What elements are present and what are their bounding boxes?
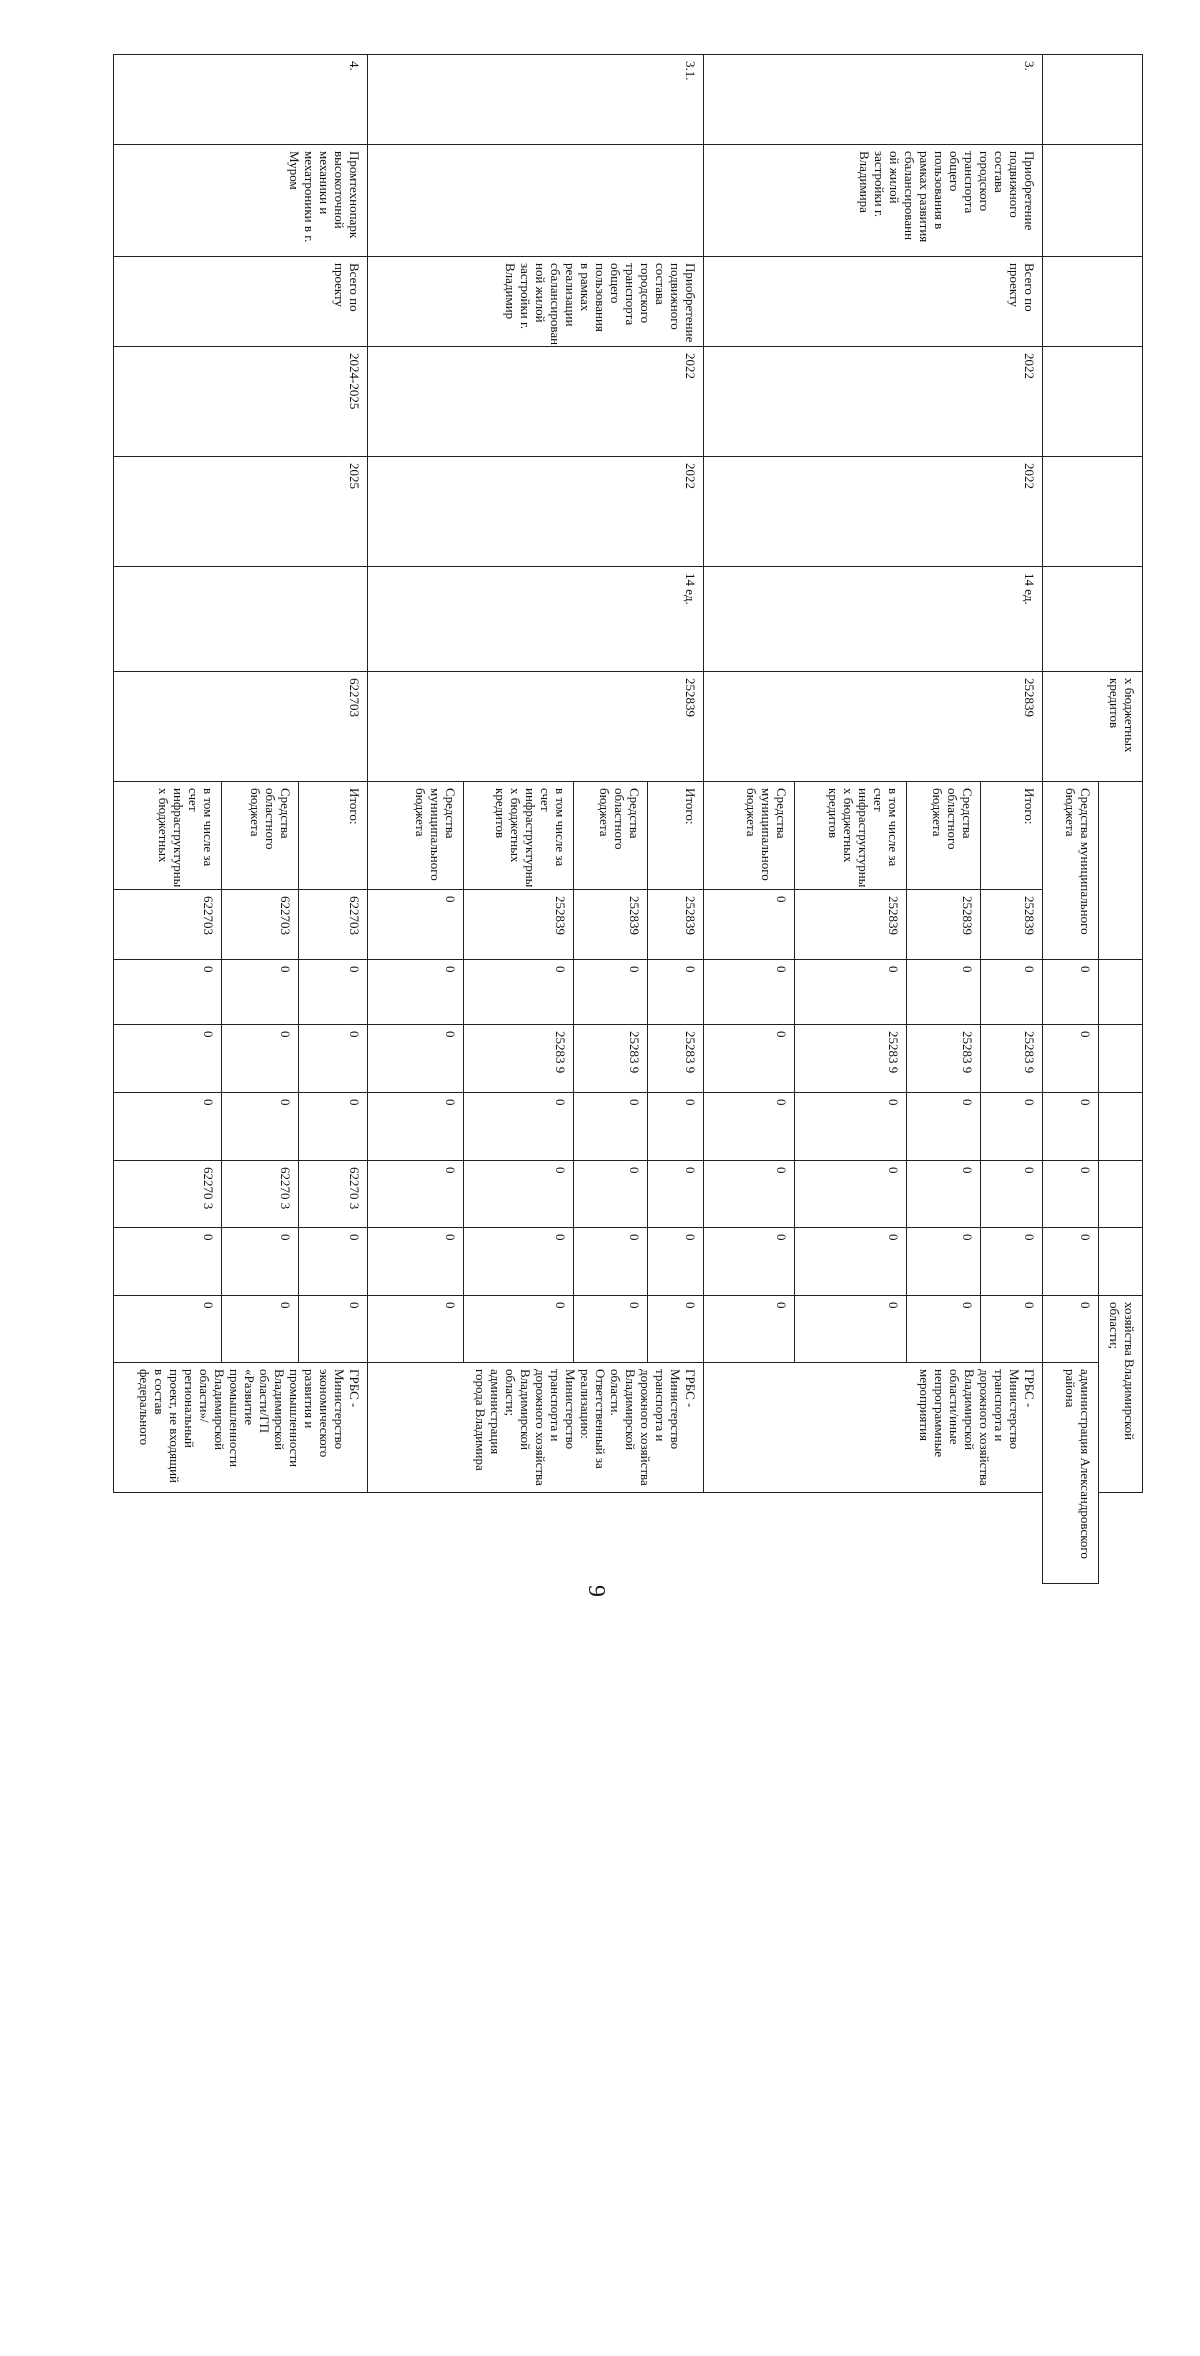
table-cell: 25283 9 [464,1025,574,1093]
table-cell: 252839 [367,672,703,782]
table-cell: 0 [298,960,367,1025]
table-cell: 622703 [222,890,299,960]
table-cell: 25283 9 [573,1025,647,1093]
table-cell: 25283 9 [795,1025,907,1093]
table-cell: 0 [1043,1025,1099,1093]
table-cell: 0 [298,1228,367,1296]
table-cell: 0 [647,1161,703,1228]
table-cell: 0 [1043,960,1099,1025]
table-cell: Всего по проекту [703,257,1042,347]
table-cell: 252839 [980,890,1042,960]
table-cell: 0 [222,1025,299,1093]
table-cell: 0 [114,960,222,1025]
table-body [114,55,1143,1584]
table-cell [1098,782,1142,960]
table-cell [1043,145,1143,257]
table-cell: 622703 [114,890,222,960]
table-cell: 252839 [703,672,1042,782]
table-cell: Итого: [647,782,703,890]
table-cell [1043,55,1143,145]
table-cell: 252839 [647,890,703,960]
table-cell: 0 [795,1296,907,1363]
table-cell: 0 [795,960,907,1025]
table-cell: Промтехнопарк высокоточной механики и мехатроники в г. Муром [114,145,368,257]
table-cell: 0 [647,1228,703,1296]
table-cell: 0 [114,1025,222,1093]
table-cell: Всего по проекту [114,257,368,347]
table-cell: 0 [464,1228,574,1296]
table-cell: 0 [980,1228,1042,1296]
table-row [980,55,1042,1584]
table-cell: 14 ед. [367,567,703,672]
table-cell: 0 [114,1093,222,1161]
table-cell: 0 [222,1228,299,1296]
table-cell: 0 [647,1296,703,1363]
table-cell: 0 [906,960,980,1025]
table-cell [1043,567,1143,672]
table-row [298,55,367,1584]
table-cell: 0 [1043,1093,1099,1161]
table-row [647,55,703,1584]
table-cell: 62270 3 [114,1161,222,1228]
table-cell: 0 [1043,1228,1099,1296]
table-cell: 25283 9 [980,1025,1042,1093]
table-cell: 0 [367,890,464,960]
table-cell: хозяйства Владимирской области; [1098,1296,1142,1493]
table-cell: 0 [795,1093,907,1161]
table-cell [1098,1025,1142,1093]
budget-table [113,54,1143,1584]
table-cell: 252839 [573,890,647,960]
table-row [1098,55,1142,1584]
table-cell: 0 [367,1296,464,1363]
table-cell: 2025 [114,457,368,567]
table-cell: ГРБС - Министерство транспорта и дорожного хозяйства Владимирской области. Ответственный за реализацию: Министерство транспорта и дорожного хозяйства Владимирской области; администрация города Владимира [367,1363,703,1493]
table-cell: 0 [367,960,464,1025]
table-cell: 0 [573,1161,647,1228]
table-cell: 0 [703,1093,794,1161]
table-cell: Приобретение подвижного состава городского транспорта общего пользования в рамках реализации сбалансирован ной жилой застройки г. Владимир [367,257,703,347]
table-cell: 0 [464,1161,574,1228]
table-cell [1043,257,1143,347]
table-cell: 0 [906,1228,980,1296]
table-cell: Средства областного бюджета [222,782,299,890]
table-cell: 252839 [795,890,907,960]
table-cell: 0 [222,1093,299,1161]
table-cell: Средства муниципального бюджета [703,782,794,890]
table-cell: 0 [114,1228,222,1296]
table-cell: 0 [980,1161,1042,1228]
table-cell: 622703 [298,890,367,960]
table-cell: 2022 [367,347,703,457]
table-cell: администрация Александровского района [1043,1363,1099,1584]
table-cell: 0 [573,1228,647,1296]
table-cell: 0 [906,1093,980,1161]
page-number: 9 [583,1585,609,1597]
table-cell [1043,457,1143,567]
table-cell: 0 [367,1161,464,1228]
table-cell: 3. [703,55,1042,145]
table-cell: Итого: [298,782,367,890]
table-cell: 0 [222,1296,299,1363]
table-cell: 0 [906,1296,980,1363]
table-cell: 0 [222,960,299,1025]
table-cell: х бюджетных кредитов [1043,672,1143,782]
table-cell: 0 [1043,1296,1099,1363]
table-cell: 25283 9 [647,1025,703,1093]
table-cell: 0 [464,960,574,1025]
table-cell: 0 [795,1228,907,1296]
table-cell: 4. [114,55,368,145]
table-cell: 25283 9 [906,1025,980,1093]
table-cell: 0 [367,1093,464,1161]
table-cell: 2022 [367,457,703,567]
table-cell [367,145,703,257]
table-cell: в том числе за счет инфраструктурны х бюджетных [114,782,222,890]
table-cell: 14 ед. [703,567,1042,672]
table-cell: 2022 [703,457,1042,567]
table-cell: 0 [464,1093,574,1161]
table-cell [114,567,368,672]
table-cell: 0 [367,1025,464,1093]
table-cell: ГРБС - Министерство экономического развития и промышленности Владимирской области/ГП «Развитие промышленности Владимирской области»/региональный проект, не входящий в состав федерального [114,1363,368,1493]
table-cell: 0 [647,1093,703,1161]
table-cell [1098,1161,1142,1228]
table-cell: в том числе за счет инфраструктурны х бюджетных кредитов [464,782,574,890]
table-cell: 0 [573,1296,647,1363]
table-cell: 0 [298,1025,367,1093]
table-cell: Итого: [980,782,1042,890]
table-cell: Средства муниципального бюджета [1043,782,1099,960]
table-cell: 0 [1043,1161,1099,1228]
table-cell: 3.1. [367,55,703,145]
table-cell: 0 [114,1296,222,1363]
table-cell: 0 [703,1228,794,1296]
table-cell: Средства областного бюджета [573,782,647,890]
table-cell: 0 [573,1093,647,1161]
table-cell: 252839 [906,890,980,960]
table-cell: 0 [703,1161,794,1228]
table-cell: 0 [703,960,794,1025]
table-cell: 622703 [114,672,368,782]
table-cell: 2024-2025 [114,347,368,457]
table-cell: ГРБС - Министерство транспорта и дорожного хозяйства Владимирской области/иные непрограммные мероприятия [703,1363,1042,1493]
table-cell: Средства муниципального бюджета [367,782,464,890]
table-cell: 0 [573,960,647,1025]
table-cell: 0 [795,1161,907,1228]
table-cell: 62270 3 [298,1161,367,1228]
table-cell: 0 [980,1093,1042,1161]
table-cell: 0 [906,1161,980,1228]
table-cell [1098,960,1142,1025]
table-cell: 0 [298,1296,367,1363]
table-cell: 0 [703,1296,794,1363]
table-cell: Средства областного бюджета [906,782,980,890]
table-cell: 0 [367,1228,464,1296]
table-cell: 2022 [703,347,1042,457]
table-cell [1043,347,1143,457]
table-cell [1098,1093,1142,1161]
table-cell: 0 [703,1025,794,1093]
table-cell [1098,1228,1142,1296]
table-cell: Приобретение подвижного состава городского транспорта общего пользования в рамках развития сбалансированн ой жилой застройки г. Владимира [703,145,1042,257]
table-cell: 252839 [464,890,574,960]
table-cell: 0 [464,1296,574,1363]
table-cell: 62270 3 [222,1161,299,1228]
table-cell: 0 [647,960,703,1025]
table-cell: 0 [703,890,794,960]
rotated-table-wrapper [113,54,1143,1584]
table-cell: 0 [298,1093,367,1161]
table-cell: 0 [980,1296,1042,1363]
table-cell: в том числе за счет инфраструктурны х бюджетных кредитов [795,782,907,890]
table-cell: 0 [980,960,1042,1025]
